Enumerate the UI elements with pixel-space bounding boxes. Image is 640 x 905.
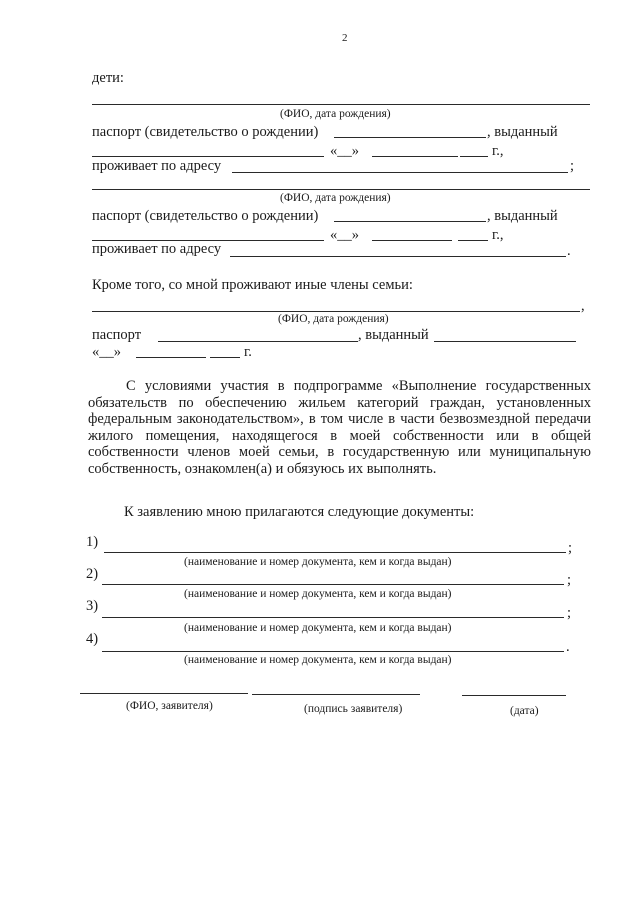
other-name-caption: (ФИО, дата рождения)	[278, 313, 389, 325]
doc-item-1-number: 1)	[86, 534, 99, 550]
child1-address-line	[232, 172, 568, 173]
child1-year-line	[460, 156, 488, 157]
other-passport-label: паспорт	[92, 327, 142, 343]
child2-passport-label: паспорт (свидетельство о рождении)	[92, 208, 319, 224]
doc-item-4-number: 4)	[86, 631, 99, 647]
other-issuer-line	[434, 341, 576, 342]
documents-heading: К заявлению мною прилагаются следующие документы:	[124, 504, 475, 520]
child1-year-suffix: г.,	[492, 143, 504, 159]
child1-address-label: проживает по адресу	[92, 158, 222, 174]
child2-name-line	[92, 189, 590, 190]
doc-item-1-caption: (наименование и номер документа, кем и когда выдан)	[184, 556, 452, 568]
child2-name-caption: (ФИО, дата рождения)	[280, 192, 391, 204]
child2-issued-label: , выданный	[487, 208, 558, 224]
other-issued-label: , выданный	[358, 327, 429, 343]
page-number: 2	[342, 32, 348, 44]
child1-date-quote: «__»	[330, 143, 359, 159]
doc-item-3-caption: (наименование и номер документа, кем и когда выдан)	[184, 622, 452, 634]
other-passport-line	[158, 341, 358, 342]
child2-address-line	[230, 256, 566, 257]
child1-name-caption: (ФИО, дата рождения)	[280, 108, 391, 120]
other-members-heading: Кроме того, со мной проживают иные члены семьи:	[92, 277, 413, 293]
other-name-end: ,	[581, 298, 585, 314]
doc-item-1-line	[104, 552, 566, 553]
child1-address-end: ;	[570, 158, 575, 174]
child1-passport-label: паспорт (свидетельство о рождении)	[92, 124, 319, 140]
other-year-line	[210, 357, 240, 358]
child1-issuer-line	[92, 156, 324, 157]
doc-item-3-number: 3)	[86, 598, 99, 614]
child1-month-line	[372, 156, 458, 157]
signature-date-caption: (дата)	[510, 705, 539, 717]
doc-item-3-line	[102, 617, 564, 618]
other-name-line	[92, 311, 580, 312]
child2-date-quote: «__»	[330, 227, 359, 243]
child1-name-line	[92, 104, 590, 105]
child2-year-line	[458, 240, 488, 241]
doc-item-2-line	[102, 584, 564, 585]
doc-item-2-number: 2)	[86, 566, 99, 582]
child1-passport-line	[334, 137, 486, 138]
child2-address-end: .	[567, 243, 571, 259]
other-year-suffix: г.	[244, 344, 252, 360]
child2-year-suffix: г.,	[492, 227, 504, 243]
doc-item-4-end: .	[566, 639, 570, 655]
child2-address-label: проживает по адресу	[92, 241, 222, 257]
child2-passport-line	[334, 221, 486, 222]
conditions-text: С условиями участия в подпрограмме «Выполнение государственных обязательств по обеспечению жильем категорий граждан, установленных федеральным законодательством», в том числе в части безвозмездной передачи жилого помещения, находящегося в моей собственности или в общей собственности членов моей семьи, в государственную или муниципальную собственность, ознакомлен(а) и обязуюсь их выполнять.	[88, 378, 591, 477]
child2-month-line	[372, 240, 452, 241]
signature-name-line	[80, 693, 248, 694]
signature-sign-caption: (подпись заявителя)	[304, 703, 403, 715]
other-month-line	[136, 357, 206, 358]
doc-item-2-caption: (наименование и номер документа, кем и когда выдан)	[184, 588, 452, 600]
doc-item-4-line	[102, 651, 564, 652]
doc-item-3-end: ;	[567, 605, 572, 621]
doc-item-1-end: ;	[568, 540, 573, 556]
other-date-quote: «__»	[92, 344, 121, 360]
children-heading: дети:	[92, 70, 124, 86]
signature-name-caption: (ФИО, заявителя)	[126, 700, 213, 712]
child1-issued-label: , выданный	[487, 124, 558, 140]
signature-date-line	[462, 695, 566, 696]
signature-sign-line	[252, 694, 420, 695]
conditions-paragraph	[88, 378, 591, 478]
doc-item-4-caption: (наименование и номер документа, кем и когда выдан)	[184, 654, 452, 666]
doc-item-2-end: ;	[567, 572, 572, 588]
